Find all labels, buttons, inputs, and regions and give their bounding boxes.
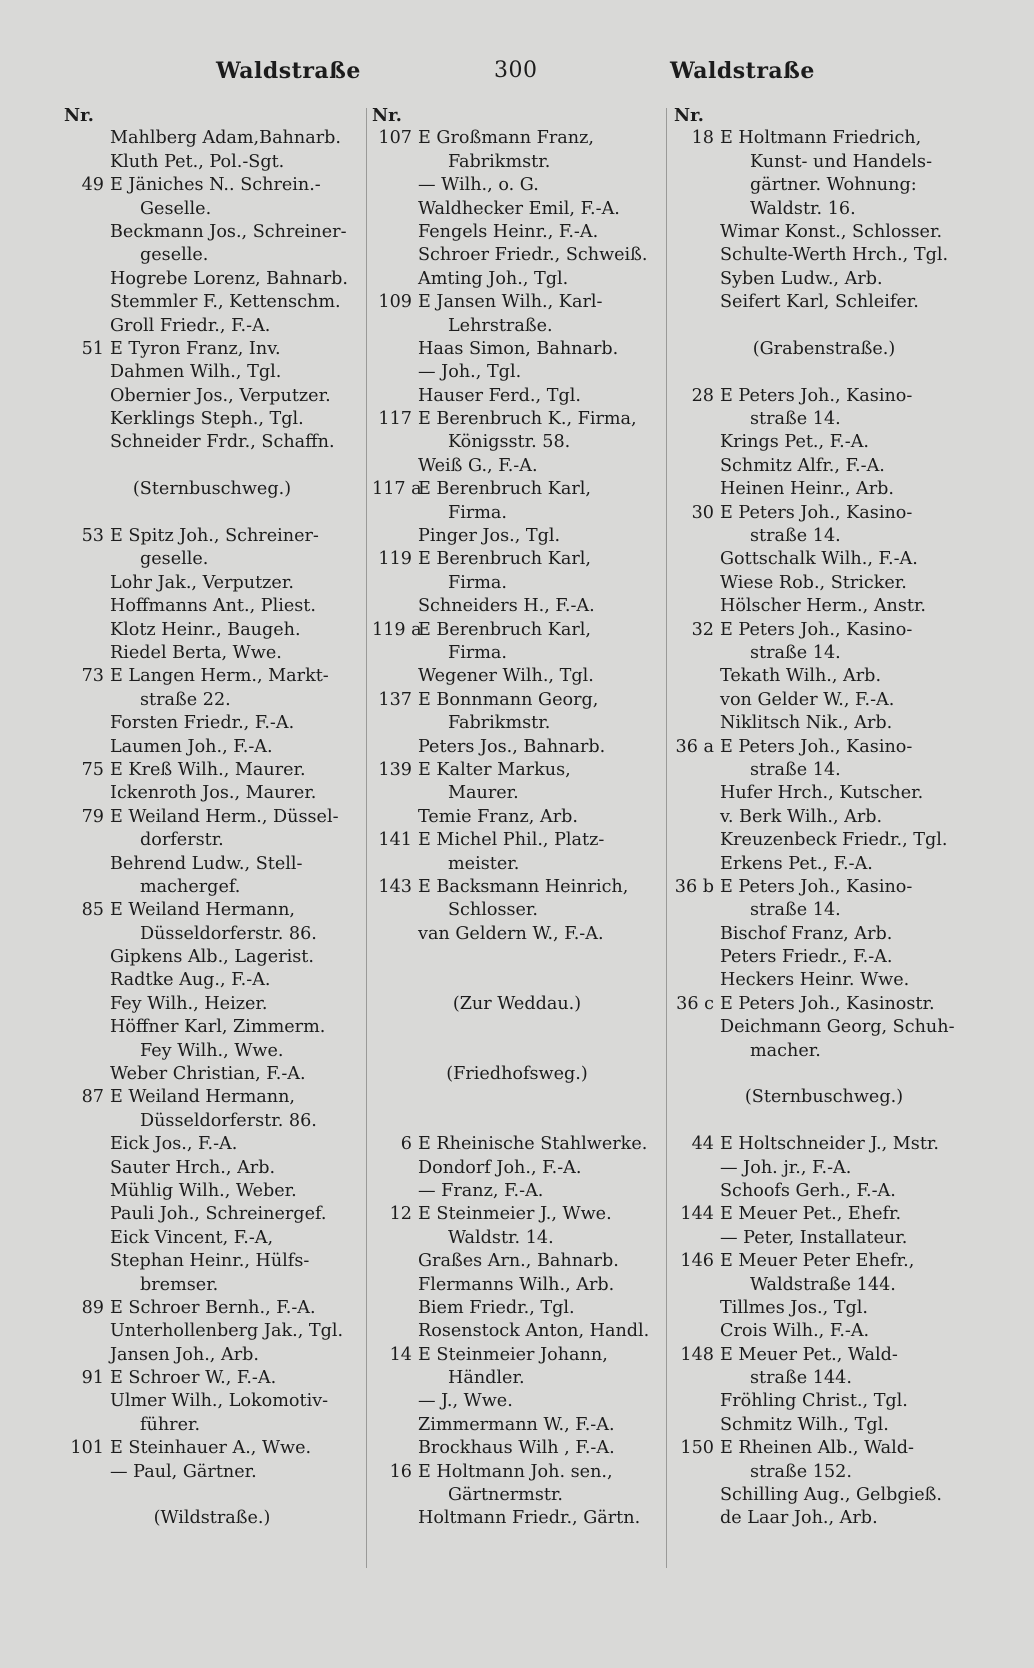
resident-line: — Wilh., o. G. (418, 175, 539, 196)
running-header-right: Waldstraße (670, 58, 815, 84)
resident-name: E Tyron Franz, Inv. (110, 338, 281, 359)
continuation-line: Waldstraße 144. (750, 1274, 896, 1295)
spacer (64, 502, 360, 525)
resident-line: Schroer Friedr., Schweiß. (418, 245, 648, 266)
street-section-heading: (Sternbuschweg.) (744, 1087, 904, 1108)
resident-line: Jansen Joh., Arb. (110, 1344, 259, 1365)
street-section-heading: (Sternbuschweg.) (132, 479, 292, 500)
column-divider (366, 108, 367, 1568)
resident-name: E Langen Herm., Markt- (110, 666, 329, 687)
spacer (674, 361, 974, 384)
house-number: 32 (691, 619, 714, 640)
resident-name: E Peters Joh., Kasino- (720, 619, 913, 640)
resident-line: — Franz, F.-A. (418, 1180, 544, 1201)
resident-line: Pauli Joh., Schreinergef. (110, 1204, 327, 1225)
house-entry (372, 408, 662, 431)
resident-name: E Holtmann Friedrich, (720, 128, 922, 149)
house-number: 146 (680, 1251, 714, 1272)
house-entry (372, 689, 662, 712)
resident-line: Tillmes Jos., Tgl. (720, 1297, 869, 1318)
house-number: 148 (680, 1344, 714, 1365)
house-entry (372, 876, 662, 899)
resident-line: Forsten Friedr., F.-A. (110, 713, 295, 734)
resident-line: Pinger Jos., Tgl. (418, 526, 561, 547)
resident-name: E Bonnmann Georg, (418, 689, 599, 710)
house-number: 137 (378, 689, 412, 710)
continuation-line: Schlosser. (448, 900, 538, 921)
resident-line: Hölscher Herm., Anstr. (720, 596, 927, 617)
house-number: 119 a (372, 619, 422, 640)
resident-name: E Weiland Hermann, (110, 900, 296, 921)
resident-line: Groll Friedr., F.-A. (110, 315, 271, 336)
continuation-line: straße 14. (750, 642, 841, 663)
continuation-line: Firma. (448, 502, 508, 523)
resident-name: E Spitz Joh., Schreiner- (110, 526, 319, 547)
resident-line: Zimmermann W., F.-A. (418, 1414, 615, 1435)
resident-name: E Jansen Wilh., Karl- (418, 292, 603, 313)
continuation-line: Königsstr. 58. (448, 432, 571, 453)
resident-line: von Gelder W., F.-A. (720, 689, 895, 710)
house-number: 109 (378, 292, 412, 313)
continuation-line: straße 152. (750, 1461, 852, 1482)
resident-line: Amting Joh., Tgl. (418, 268, 569, 289)
house-entry (674, 1437, 974, 1460)
continuation-line: Düsseldorferstr. 86. (140, 923, 317, 944)
resident-line: Holtmann Friedr., Gärtn. (418, 1508, 641, 1529)
resident-name: E Berenbruch Karl, (418, 479, 591, 500)
house-number: 85 (81, 900, 104, 921)
resident-name: E Holtschneider J., Mstr. (720, 1134, 939, 1155)
house-entry (64, 665, 360, 688)
resident-line: Biem Friedr., Tgl. (418, 1297, 575, 1318)
column-heading: Nr. (64, 105, 94, 126)
street-section-heading: (Friedhofsweg.) (446, 1064, 588, 1085)
continuation-line: Firma. (448, 572, 508, 593)
resident-line: Kluth Pet., Pol.-Sgt. (110, 151, 285, 172)
resident-line: Schneiders H., F.-A. (418, 596, 595, 617)
resident-line: Tekath Wilh., Arb. (720, 666, 882, 687)
resident-line: van Geldern W., F.-A. (418, 923, 604, 944)
resident-line: Brockhaus Wilh , F.-A. (418, 1438, 615, 1459)
resident-name: E Peters Joh., Kasino- (720, 876, 913, 897)
resident-line: Hoffmanns Ant., Pliest. (110, 596, 316, 617)
continuation-line: straße 14. (750, 759, 841, 780)
resident-name: E Kalter Markus, (418, 759, 571, 780)
resident-line: Heinen Heinr., Arb. (720, 479, 894, 500)
house-number: 36 b (674, 876, 714, 897)
resident-line: Ulmer Wilh., Lokomotiv- (110, 1391, 329, 1412)
resident-name: E Meuer Pet., Ehefr. (720, 1204, 902, 1225)
house-entry (372, 1203, 662, 1226)
resident-line: Peters Jos., Bahnarb. (418, 736, 606, 757)
house-entry (674, 1250, 974, 1273)
resident-line: Haas Simon, Bahnarb. (418, 338, 619, 359)
column-divider (666, 108, 667, 1568)
resident-name: E Meuer Peter Ehefr., (720, 1251, 915, 1272)
house-entry (64, 338, 360, 361)
resident-line: — Peter, Installateur. (720, 1227, 908, 1248)
spacer (674, 1063, 974, 1086)
column-heading: Nr. (674, 105, 704, 126)
house-number: 150 (680, 1438, 714, 1459)
resident-name: E Steinmeier J., Wwe. (418, 1204, 612, 1225)
spacer (674, 315, 974, 338)
resident-line: — Joh. jr., F.-A. (720, 1157, 852, 1178)
running-header-left: Waldstraße (216, 58, 361, 84)
house-entry (64, 525, 360, 548)
resident-line: Schneider Frdr., Schaffn. (110, 432, 335, 453)
house-entry (674, 619, 974, 642)
resident-line: Wimar Konst., Schlosser. (720, 221, 943, 242)
house-number: 14 (389, 1344, 412, 1365)
continuation-line: Fey Wilh., Wwe. (140, 1040, 284, 1061)
house-number: 36 a (675, 736, 714, 757)
house-number: 119 (378, 549, 412, 570)
resident-line: Crois Wilh., F.-A. (720, 1321, 870, 1342)
spacer (372, 1016, 662, 1039)
resident-line: Wiese Rob., Stricker. (720, 572, 907, 593)
house-entry (674, 876, 974, 899)
house-entry (372, 1344, 662, 1367)
resident-name: E Backsmann Heinrich, (418, 876, 629, 897)
resident-line: Klotz Heinr., Baugeh. (110, 619, 301, 640)
house-number: 141 (378, 830, 412, 851)
column-heading: Nr. (372, 105, 402, 126)
resident-line: Heckers Heinr. Wwe. (720, 970, 910, 991)
continuation-line: macher. (750, 1040, 821, 1061)
continuation-line: Fabrikmstr. (448, 713, 551, 734)
continuation-line: Händler. (448, 1368, 525, 1389)
resident-line: Kreuzenbeck Friedr., Tgl. (720, 830, 948, 851)
resident-name: E Schroer W., F.-A. (110, 1368, 277, 1389)
house-number: 75 (81, 759, 104, 780)
spacer (372, 1040, 662, 1063)
resident-line: Graßes Arn., Bahnarb. (418, 1251, 619, 1272)
resident-name: E Berenbruch K., Firma, (418, 409, 637, 430)
house-number: 143 (378, 876, 412, 897)
resident-name: E Peters Joh., Kasinostr. (720, 993, 935, 1014)
resident-line: Behrend Ludw., Stell- (110, 853, 303, 874)
house-entry (674, 1203, 974, 1226)
resident-line: Kerklings Steph., Tgl. (110, 409, 304, 430)
house-entry (64, 1297, 360, 1320)
resident-line: Lohr Jak., Verputzer. (110, 572, 294, 593)
resident-name: E Schroer Bernh., F.-A. (110, 1297, 316, 1318)
resident-line: Schoofs Gerh., F.-A. (720, 1180, 896, 1201)
resident-line: Bischof Franz, Arb. (720, 923, 893, 944)
house-number: 18 (691, 128, 714, 149)
resident-name: E Steinmeier Johann, (418, 1344, 608, 1365)
resident-name: E Steinhauer A., Wwe. (110, 1438, 312, 1459)
house-number: 44 (691, 1134, 714, 1155)
resident-name: E Kreß Wilh., Maurer. (110, 759, 306, 780)
resident-name: E Berenbruch Karl, (418, 619, 591, 640)
continuation-line: straße 14. (750, 409, 841, 430)
resident-name: E Peters Joh., Kasino- (720, 385, 913, 406)
house-entry (674, 736, 974, 759)
continuation-line: Maurer. (448, 783, 519, 804)
resident-name: E Berenbruch Karl, (418, 549, 591, 570)
column-3 (674, 104, 974, 1531)
house-entry (372, 829, 662, 852)
resident-name: E Jäniches N.. Schrein.- (110, 175, 321, 196)
resident-line: Stephan Heinr., Hülfs- (110, 1251, 310, 1272)
spacer (372, 1110, 662, 1133)
resident-line: Schmitz Alfr., F.-A. (720, 455, 885, 476)
resident-line: Obernier Jos., Verputzer. (110, 385, 331, 406)
street-section-heading: (Wildstraße.) (153, 1508, 271, 1529)
resident-line: Fey Wilh., Heizer. (110, 993, 268, 1014)
house-number: 79 (81, 806, 104, 827)
house-entry (372, 548, 662, 571)
resident-line: Gottschalk Wilh., F.-A. (720, 549, 918, 570)
resident-name: E Weiland Hermann, (110, 1087, 296, 1108)
spacer (372, 946, 662, 969)
column-2 (372, 104, 662, 1531)
resident-line: — Joh., Tgl. (418, 362, 522, 383)
resident-line: — J., Wwe. (418, 1391, 513, 1412)
resident-line: Wegener Wilh., Tgl. (418, 666, 594, 687)
continuation-line: Gärtnermstr. (448, 1485, 564, 1506)
house-number: 49 (81, 175, 104, 196)
house-entry (372, 127, 662, 150)
resident-line: Hauser Ferd., Tgl. (418, 385, 581, 406)
house-number: 6 (400, 1134, 412, 1155)
resident-name: E Rheinische Stahlwerke. (418, 1134, 648, 1155)
house-entry (372, 291, 662, 314)
resident-line: Mühlig Wilh., Weber. (110, 1180, 297, 1201)
resident-line: Temie Franz, Arb. (418, 806, 578, 827)
resident-line: Stemmler F., Kettenschm. (110, 292, 341, 313)
continuation-line: Düsseldorferstr. 86. (140, 1110, 317, 1131)
resident-line: Krings Pet., F.-A. (720, 432, 870, 453)
resident-line: Schulte-Werth Hrch., Tgl. (720, 245, 949, 266)
resident-line: Rosenstock Anton, Handl. (418, 1321, 650, 1342)
resident-line: Erkens Pet., F.-A. (720, 853, 873, 874)
house-entry (674, 993, 974, 1016)
resident-line: Schmitz Wilh., Tgl. (720, 1414, 889, 1435)
resident-line: Seifert Karl, Schleifer. (720, 292, 919, 313)
house-entry (64, 174, 360, 197)
resident-line: Flermanns Wilh., Arb. (418, 1274, 615, 1295)
house-number: 87 (81, 1087, 104, 1108)
house-entry (64, 806, 360, 829)
house-entry (372, 759, 662, 782)
house-number: 16 (389, 1461, 412, 1482)
house-number: 30 (691, 502, 714, 523)
continuation-line: Kunst- und Handels- (750, 151, 933, 172)
resident-line: Weiß G., F.-A. (418, 455, 538, 476)
resident-line: Höffner Karl, Zimmerm. (110, 1017, 326, 1038)
resident-name: E Peters Joh., Kasino- (720, 502, 913, 523)
continuation-line: gärtner. Wohnung: (750, 175, 917, 196)
continuation-line: straße 22. (140, 689, 231, 710)
house-entry (64, 899, 360, 922)
house-entry (674, 1344, 974, 1367)
resident-line: Beckmann Jos., Schreiner- (110, 221, 347, 242)
resident-line: Hufer Hrch., Kutscher. (720, 783, 924, 804)
house-number: 107 (378, 128, 412, 149)
spacer (674, 1110, 974, 1133)
continuation-line: dorferstr. (140, 830, 224, 851)
house-number: 117 a (372, 479, 422, 500)
house-entry (372, 619, 662, 642)
house-number: 117 (378, 409, 412, 430)
house-entry (372, 1461, 662, 1484)
house-number: 73 (81, 666, 104, 687)
resident-line: Schilling Aug., Gelbgieß. (720, 1485, 943, 1506)
house-number: 139 (378, 759, 412, 780)
resident-name: E Rheinen Alb., Wald- (720, 1438, 914, 1459)
house-entry (64, 1367, 360, 1390)
house-number: 91 (81, 1368, 104, 1389)
resident-line: Fengels Heinr., F.-A. (418, 221, 599, 242)
continuation-line: straße 14. (750, 900, 841, 921)
continuation-line: führer. (140, 1414, 201, 1435)
continuation-line: bremser. (140, 1274, 219, 1295)
continuation-line: Lehrstraße. (448, 315, 553, 336)
resident-line: Hogrebe Lorenz, Bahnarb. (110, 268, 349, 289)
resident-line: de Laar Joh., Arb. (720, 1508, 878, 1529)
house-entry (64, 1086, 360, 1109)
continuation-line: Waldstr. 14. (448, 1227, 554, 1248)
house-number: 89 (81, 1297, 104, 1318)
resident-line: Eick Jos., F.-A. (110, 1134, 238, 1155)
resident-name: E Weiland Herm., Düssel- (110, 806, 339, 827)
house-entry (64, 1437, 360, 1460)
house-entry (674, 127, 974, 150)
continuation-line: Waldstr. 16. (750, 198, 856, 219)
resident-line: — Paul, Gärtner. (110, 1461, 257, 1482)
house-entry (64, 759, 360, 782)
spacer (64, 455, 360, 478)
house-entry (674, 385, 974, 408)
resident-line: Syben Ludw., Arb. (720, 268, 883, 289)
resident-line: Weber Christian, F.-A. (110, 1064, 306, 1085)
house-number: 28 (691, 385, 714, 406)
resident-line: Riedel Berta, Wwe. (110, 642, 282, 663)
resident-line: Fröhling Christ., Tgl. (720, 1391, 908, 1412)
street-section-heading: (Grabenstraße.) (752, 338, 896, 359)
resident-line: Peters Friedr., F.-A. (720, 947, 893, 968)
resident-line: Ickenroth Jos., Maurer. (110, 783, 317, 804)
continuation-line: Firma. (448, 642, 508, 663)
continuation-line: geselle. (140, 245, 209, 266)
resident-line: Gipkens Alb., Lagerist. (110, 947, 314, 968)
house-number: 12 (389, 1204, 412, 1225)
continuation-line: Fabrikmstr. (448, 151, 551, 172)
continuation-line: straße 144. (750, 1368, 852, 1389)
continuation-line: geselle. (140, 549, 209, 570)
house-number: 144 (680, 1204, 714, 1225)
continuation-line: Geselle. (140, 198, 212, 219)
resident-line: Laumen Joh., F.-A. (110, 736, 273, 757)
resident-name: E Peters Joh., Kasino- (720, 736, 913, 757)
resident-line: Dahmen Wilh., Tgl. (110, 362, 282, 383)
resident-name: E Meuer Pet., Wald- (720, 1344, 898, 1365)
house-entry (372, 1133, 662, 1156)
continuation-line: machergef. (140, 876, 241, 897)
continuation-line: straße 14. (750, 526, 841, 547)
house-number: 51 (81, 338, 104, 359)
street-section-heading: (Zur Weddau.) (452, 993, 582, 1014)
resident-line: Niklitsch Nik., Arb. (720, 713, 893, 734)
resident-line: Waldhecker Emil, F.-A. (418, 198, 620, 219)
resident-line: Sauter Hrch., Arb. (110, 1157, 276, 1178)
resident-line: Radtke Aug., F.-A. (110, 970, 271, 991)
resident-name: E Holtmann Joh. sen., (418, 1461, 613, 1482)
resident-line: v. Berk Wilh., Arb. (720, 806, 883, 827)
spacer (372, 1086, 662, 1109)
house-number: 53 (81, 526, 104, 547)
page-number: 300 (494, 58, 538, 83)
resident-line: Dondorf Joh., F.-A. (418, 1157, 582, 1178)
spacer (372, 969, 662, 992)
spacer (64, 1484, 360, 1507)
resident-line: Eick Vincent, F.-A, (110, 1227, 274, 1248)
house-entry (372, 478, 662, 501)
resident-line: Unterhollenberg Jak., Tgl. (110, 1321, 344, 1342)
house-entry (674, 502, 974, 525)
resident-name: E Großmann Franz, (418, 128, 594, 149)
resident-line: Mahlberg Adam,Bahnarb. (110, 128, 341, 149)
resident-line: Deichmann Georg, Schuh- (720, 1017, 955, 1038)
continuation-line: meister. (448, 853, 520, 874)
column-1 (64, 104, 360, 1531)
house-number: 101 (70, 1438, 104, 1459)
house-number: 36 c (676, 993, 714, 1014)
house-entry (674, 1133, 974, 1156)
resident-name: E Michel Phil., Platz- (418, 830, 605, 851)
